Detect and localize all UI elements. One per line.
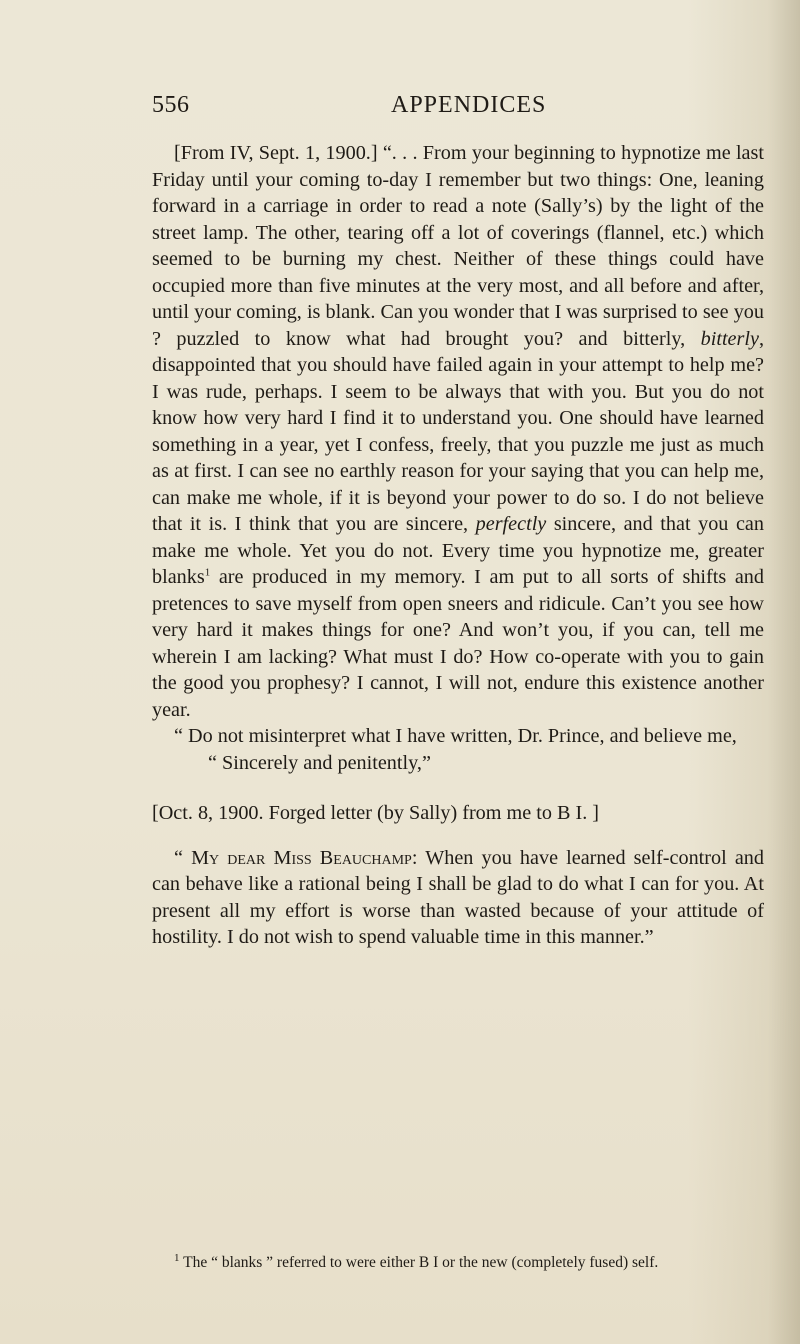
footnote-number: 1 xyxy=(174,1251,180,1264)
spacer xyxy=(152,827,764,845)
letter-text: [From IV, Sept. 1, 1900.] “. . . From your beginning to hypnotize me last Friday until your coming to-day I remember but two things: One, leaning forward in a carriage in order to read a note (Sally’s) by the light of the street lamp. The other, tearing off a lot of coverings (flannel, etc.) which seemed to be burning my chest. Neither of these things could have occupied more than five minutes at the very most, and all before and after, until your coming, is blank. Can you wonder that I was surprised to see you ? puzzled to know what had brought you? and bitterly, xyxy=(152,142,764,350)
letter-text: sincere, and that you can make me whole. Yet you do not. Every time you hypnotize me, greater blanks xyxy=(152,513,764,588)
page-number: 556 xyxy=(152,92,190,118)
letter-paragraph xyxy=(152,140,764,723)
letter-salutation: “ My dear Miss Beauchamp: xyxy=(174,846,418,869)
emphasis-text: perfectly xyxy=(475,513,547,535)
letter-text: are produced in my memory. I am put to all sorts of shifts and pretences to save myself from open sneers and ridicule. Can’t you see how very hard it makes things for one? And won’t you, if you can, tell me wherein I am lacking? What must I do? How co-operate with you to gain the good you prophesy? I cannot, I will not, endure this existence another year. xyxy=(152,566,764,721)
main-text xyxy=(152,140,764,951)
footnote-text xyxy=(152,1252,764,1273)
running-title: APPENDICES xyxy=(391,92,547,118)
footnote-reference: 1 xyxy=(204,566,211,579)
letter-signoff: “ Sincerely and penitently,” xyxy=(208,751,431,774)
letter-closing-paragraph: “ Do not misinterpret what I have written, Dr. Prince, and believe me, xyxy=(174,725,737,747)
letter-text: When you have learned self-control and can behave like a rational being I shall be glad to do what I can for you. At present all my effort is worse than wasted because of your attitude of hostility. I do not wish to spend valuable time in this manner.” xyxy=(152,846,764,948)
footnote-body: The “ blanks ” referred to were either B I or the new (completely fused) self. xyxy=(183,1254,659,1271)
emphasis-text: bitterly xyxy=(700,327,759,350)
forged-letter-paragraph xyxy=(152,845,764,951)
footnote xyxy=(152,1252,764,1273)
letter-text: , disappointed that you should have failed again in your attempt to help me? I was rude, perhaps. I seem to be always that with you. But you do not know how very hard I find it to understand you. One should have learned something in a year, yet I confess, freely, that you puzzle me just as much as at first. I can see no earthly reason for your saying that you can help me, can make me whole, if it is beyond your power to do so. I do not believe that it is. I think that you are sincere, xyxy=(152,327,764,535)
spacer xyxy=(152,776,764,800)
editorial-note: [Oct. 8, 1900. Forged letter (by Sally) from me to B I. ] xyxy=(152,802,600,824)
